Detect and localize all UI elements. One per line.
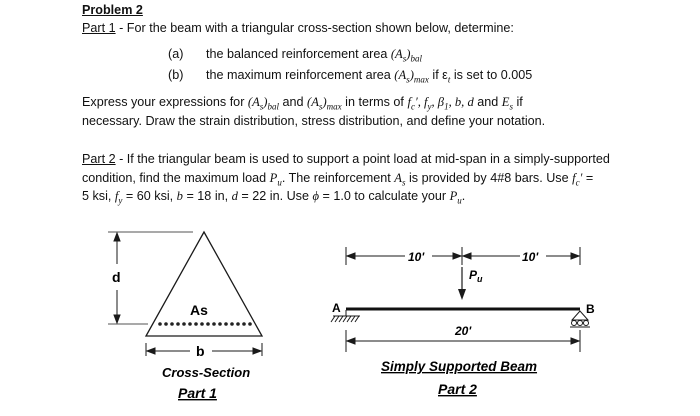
item-b-text: the maximum reinforcement area	[206, 68, 395, 82]
item-a-math: (A	[390, 47, 403, 61]
part1-figure-label: Part 1	[178, 385, 217, 401]
part1-intro: - For the beam with a triangular cross-section shown below, determine:	[115, 21, 514, 35]
part2-label: Part 2	[82, 152, 116, 166]
express-asmax: $(A_s)_{max}$	[307, 95, 342, 112]
p2-fy: $f_y$	[114, 189, 123, 206]
span-left-label: 10'	[408, 250, 425, 264]
p2-l3b: = 60 ksi,	[122, 189, 177, 203]
item-b-sub2: max	[413, 74, 429, 85]
b-label: b	[196, 343, 205, 359]
item-a-math2: )	[406, 47, 411, 61]
express-and: and	[473, 95, 502, 109]
as-label: As	[190, 302, 208, 318]
p2-period: .	[461, 189, 466, 203]
express-a: Express your expressions for	[82, 95, 248, 109]
problem-title: Problem 2	[82, 3, 143, 17]
p2-l2c: is provided by 4#8 bars. Use	[405, 171, 573, 185]
item-b-math: (A	[394, 68, 407, 82]
express-vars: $f_c'$, $f_y$, $\beta_1$, b, d	[407, 95, 474, 112]
item-a-marker: (a)	[168, 47, 184, 61]
point-load-arrow	[458, 267, 466, 300]
express-c: in terms of	[341, 95, 408, 109]
p2-l3d: = 22 in. Use	[237, 189, 313, 203]
p2-fc: $f_c'$	[572, 171, 583, 188]
p2-pu2: $P_u$	[449, 189, 462, 206]
item-b-math2: )	[409, 68, 414, 82]
support-b-label: B	[586, 302, 595, 316]
item-b-tail-sub: t	[447, 74, 451, 85]
cross-section-caption: Cross-Section	[162, 365, 251, 380]
p2-pu: $P_u$	[269, 171, 282, 188]
load-label: $P_u$	[469, 268, 483, 284]
p2-l3c: = 18 in,	[182, 189, 232, 203]
item-b-tail: if ε	[428, 68, 448, 82]
item-b-marker: (b)	[168, 68, 184, 82]
p2-l2a: condition, find the maximum load	[82, 171, 270, 185]
item-a-sub: s	[402, 53, 407, 64]
express-d: if	[513, 95, 523, 109]
total-span-label: 20'	[455, 324, 472, 338]
express-b: and	[279, 95, 308, 109]
p2-d: d	[231, 189, 238, 203]
p2-b: b	[176, 189, 183, 203]
item-a-sub2: bal	[410, 53, 422, 64]
support-a-label: A	[332, 301, 341, 315]
p2-l3e: = 1.0 to calculate your	[319, 189, 450, 203]
p2-l2d: =	[582, 171, 594, 185]
item-a-text: the balanced reinforcement area	[206, 47, 391, 61]
p2-l3a: 5 ksi,	[82, 189, 115, 203]
p2-as: $A_s$	[394, 171, 406, 188]
part2-figure-label: Part 2	[438, 381, 477, 397]
item-b-sub: s	[406, 74, 410, 85]
express-asbal: $(A_s)_{bal}$	[247, 95, 280, 112]
beam-caption: Simply Supported Beam	[381, 359, 538, 374]
part1-express-line2: necessary. Draw the strain distribution, stress distribution, and define your notation.	[82, 114, 546, 128]
part1-label: Part 1	[82, 21, 116, 35]
span-right-label: 10'	[522, 250, 539, 264]
d-label: d	[112, 269, 121, 285]
item-b-tail2: is set to 0.005	[450, 68, 533, 82]
p2-l2b: . The reinforcement	[281, 171, 395, 185]
express-es: $E_s$	[501, 95, 513, 112]
p2-phi: ϕ	[312, 189, 320, 203]
part2-line1-text: - If the triangular beam is used to support a point load at mid-span in a simply-supported	[115, 152, 610, 166]
top-span-dimension	[346, 247, 580, 265]
